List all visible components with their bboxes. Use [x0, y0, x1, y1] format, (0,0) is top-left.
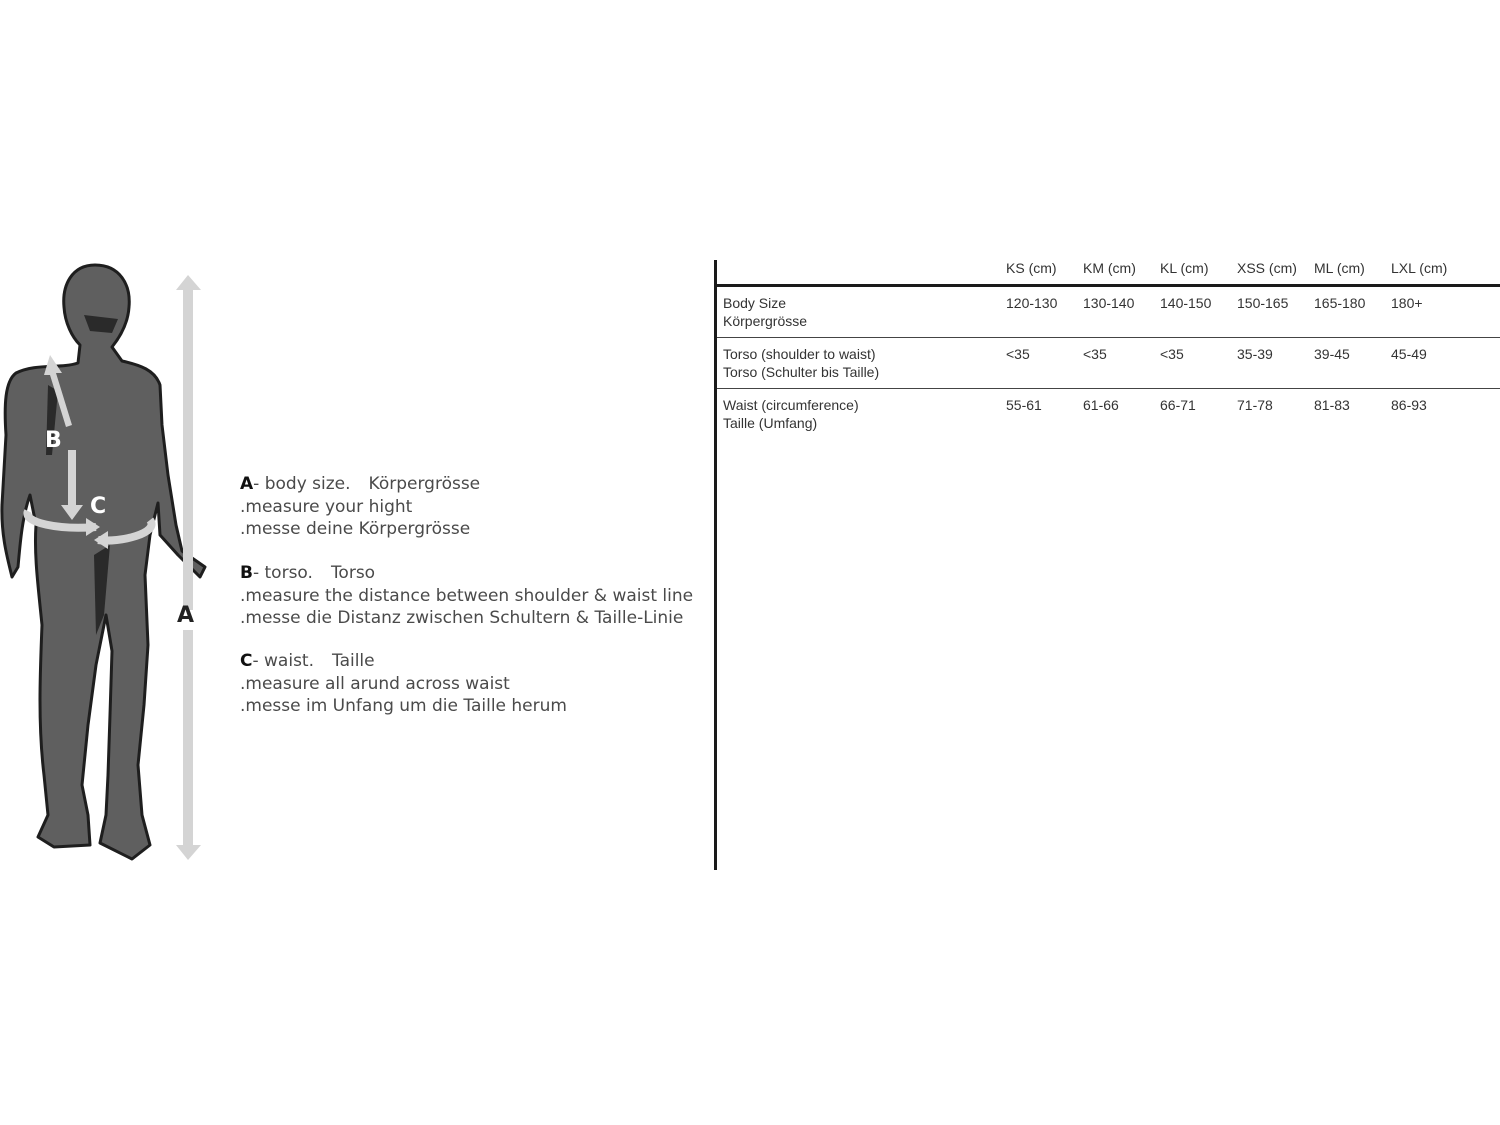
table-cell: <35	[1160, 346, 1184, 362]
table-cell: 35-39	[1237, 346, 1273, 362]
label-c-marker: C	[90, 494, 107, 519]
column-header: KS (cm)	[1006, 260, 1057, 276]
table-cell: <35	[1006, 346, 1030, 362]
legend-a-title: A- body size. Körpergrösse	[240, 474, 481, 494]
column-header: KL (cm)	[1160, 260, 1209, 276]
table-cell: 71-78	[1237, 397, 1273, 413]
row-label: Waist (circumference) Taille (Umfang)	[723, 397, 859, 431]
legend-b-en: .measure the distance between shoulder & waist line	[240, 585, 694, 606]
table-cell: 55-61	[1006, 397, 1042, 413]
table-row	[717, 389, 1500, 439]
column-header: LXL (cm)	[1391, 260, 1448, 276]
table-cell: 165-180	[1314, 295, 1366, 311]
table-cell: 150-165	[1237, 295, 1289, 311]
table-cell: 61-66	[1083, 397, 1119, 413]
label-a-marker: A	[177, 603, 195, 628]
table-cell: 120-130	[1006, 295, 1058, 311]
label-b-marker: B	[45, 428, 62, 453]
legend-torso	[240, 562, 693, 630]
table-cell: 81-83	[1314, 397, 1350, 413]
table-cell: 66-71	[1160, 397, 1196, 413]
legend-b-de: .messe die Distanz zwischen Schultern & Taille-Linie	[240, 608, 684, 628]
table-cell: 140-150	[1160, 295, 1212, 311]
legend-body-size	[240, 473, 480, 541]
table-cell: 130-140	[1083, 295, 1135, 311]
legend-c-en: .measure all arund across waist	[240, 673, 510, 694]
body-figure-illustration	[0, 255, 215, 870]
legend-b-title: B- torso. Torso	[240, 563, 376, 583]
row-label: Body Size Körpergrösse	[723, 295, 808, 329]
column-header: KM (cm)	[1083, 260, 1136, 276]
table-cell: 45-49	[1391, 346, 1427, 362]
table-row	[717, 287, 1500, 338]
table-cell: <35	[1083, 346, 1107, 362]
legend-c-de: .messe im Unfang um die Taille herum	[240, 696, 567, 716]
size-table	[717, 255, 1500, 439]
table-row	[717, 338, 1500, 389]
row-label: Torso (shoulder to waist) Torso (Schulter bis Taille)	[723, 346, 880, 380]
legend-a-de: .messe deine Körpergrösse	[240, 519, 471, 539]
table-cell: 39-45	[1314, 346, 1350, 362]
table-header-row	[717, 255, 1500, 287]
column-header: ML (cm)	[1314, 260, 1365, 276]
legend-c-title: C- waist. Taille	[240, 651, 375, 671]
legend-waist	[240, 650, 567, 718]
legend-a-en: .measure your hight	[240, 496, 413, 517]
table-cell: 180+	[1391, 295, 1423, 311]
table-cell: 86-93	[1391, 397, 1427, 413]
column-header: XSS (cm)	[1237, 260, 1297, 276]
